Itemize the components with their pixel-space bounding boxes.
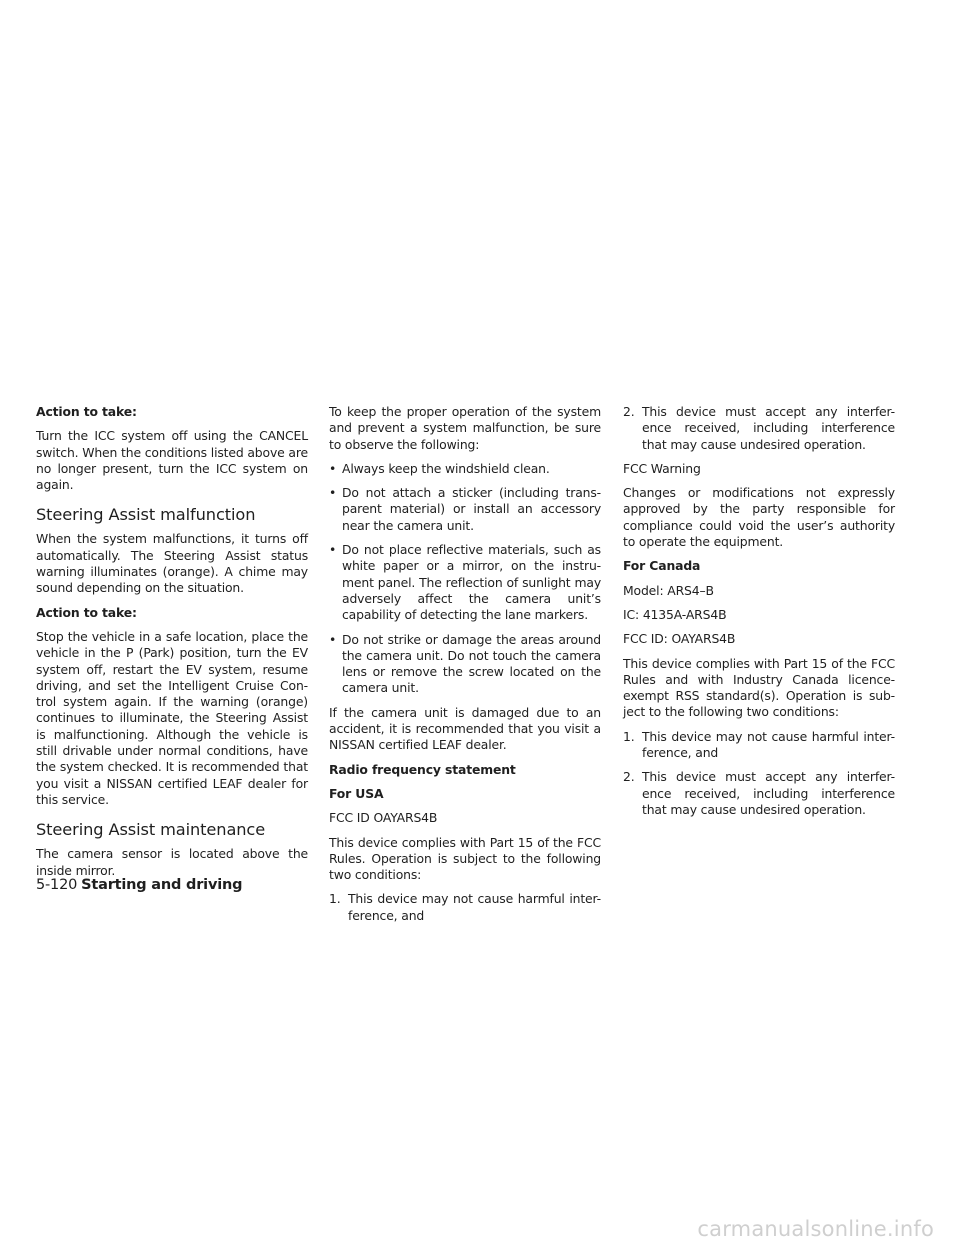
bullet-item: [329, 542, 601, 623]
column-middle: [329, 404, 601, 932]
bullet-marker: •: [329, 631, 337, 647]
column-right: [623, 404, 895, 826]
complies-paragraph: This device complies with Part 15 of the FCC Rules. Operation is subject to the following two conditions:: [329, 834, 601, 883]
page-number: 5-120: [36, 877, 78, 893]
number-marker: 1.: [623, 728, 635, 744]
malfunction-paragraph: When the system malfunctions, it turns off automatically. The Steering Assist status warning illuminates (orange). A chime may sound depending on the situation.: [36, 531, 308, 596]
number-marker: 1.: [329, 891, 341, 907]
maintenance-paragraph: The camera sensor is located above the inside mirror.: [36, 846, 308, 878]
numbered-text: This device must accept any interfer-ence received, including interference that may cause undesired operation.: [642, 404, 895, 452]
numbered-item: [623, 404, 895, 453]
number-marker: 2.: [623, 404, 635, 419]
section-heading-maintenance: Steering Assist maintenance: [36, 820, 266, 840]
bullet-item: [329, 461, 601, 477]
bullet-marker: •: [329, 542, 337, 558]
action-paragraph: Turn the ICC system off using the CANCEL switch. When the conditions listed above are no longer present, turn the ICC system on again.: [36, 428, 308, 493]
numbered-text: This device must accept any interfer-ence received, including interference that may cause undesired operation.: [642, 769, 895, 817]
numbered-text: This device may not cause harmful inter-ference, and: [642, 728, 895, 761]
bullet-text: Do not attach a sticker (including trans-parent material) or install an accessory near the camera unit.: [342, 485, 601, 533]
watermark: carmanualsonline.info: [697, 1217, 934, 1241]
page-footer: [36, 876, 242, 894]
action-heading: Action to take:: [36, 604, 137, 620]
bullet-marker: •: [329, 485, 337, 501]
complies-paragraph: This device complies with Part 15 of the FCC Rules and with Industry Canada licence-exempt RSS standard(s). Operation is sub-ject to the following two conditions:: [623, 655, 895, 720]
bullet-item: [329, 485, 601, 534]
intro-paragraph: To keep the proper operation of the system and prevent a system malfunction, be sure to observe the following:: [329, 404, 601, 452]
usa-heading: For USA: [329, 785, 384, 801]
bullet-text: Do not strike or damage the areas around the camera unit. Do not touch the camera lens or remove the screw located on the camera unit.: [342, 631, 601, 696]
section-heading-malfunction: Steering Assist malfunction: [36, 505, 256, 525]
radio-frequency-heading: Radio frequency statement: [329, 761, 516, 777]
bullet-text: Do not place reflective materials, such as white paper or a mirror, on the instru-ment panel. The reflection of sunlight may adversely affect the camera unit’s capability of detecting the lane markers.: [342, 542, 601, 623]
column-left: [36, 404, 308, 887]
ic-line: IC: 4135A-ARS4B: [623, 606, 727, 622]
section-title: Starting and driving: [81, 877, 243, 893]
numbered-item: [329, 891, 601, 924]
action-heading: Action to take:: [36, 404, 137, 419]
fcc-id-line: FCC ID: OAYARS4B: [623, 631, 736, 647]
fcc-id-line: FCC ID OAYARS4B: [329, 810, 438, 826]
canada-heading: For Canada: [623, 558, 701, 574]
action-paragraph: Stop the vehicle in a safe location, place the vehicle in the P (Park) position, turn the EV system off, restart the EV system, resume driving, and set the Intelligent Cruise Con-trol system again. If the warning (orange) continues to illuminate, the Steering Assist is malfunctioning. Although the vehicle is still drivable under normal conditions, have the system checked. It is recommended that you visit a NISSAN certified LEAF dealer for this service.: [36, 628, 308, 807]
bullet-item: [329, 632, 601, 697]
bullet-marker: •: [329, 460, 337, 476]
bullet-text: Always keep the windshield clean.: [342, 460, 550, 476]
fcc-warning-paragraph: Changes or modifications not expressly approved by the party responsible for compliance could void the user’s authority to operate the equipment.: [623, 485, 895, 550]
numbered-item: [623, 769, 895, 818]
model-line: Model: ARS4–B: [623, 582, 714, 598]
numbered-item: [623, 729, 895, 762]
fcc-warning-label: FCC Warning: [623, 460, 701, 476]
number-marker: 2.: [623, 769, 635, 785]
numbered-text: This device may not cause harmful inter-ference, and: [348, 891, 601, 923]
damage-paragraph: If the camera unit is damaged due to an accident, it is recommended that you visit a NISSAN certified LEAF dealer.: [329, 704, 601, 753]
